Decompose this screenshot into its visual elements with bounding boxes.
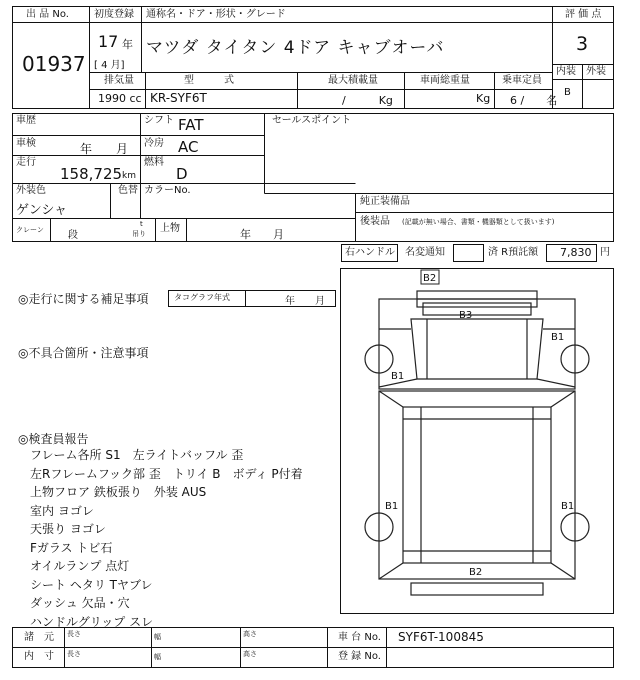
first-registration-year-unit: 年 <box>122 38 133 51</box>
recycle-deposit-unit: 円 <box>600 247 610 258</box>
inner-length-label: 長さ <box>67 650 81 658</box>
chassis-number-value: SYF6T-100845 <box>398 630 484 644</box>
shaken-label: 車検 <box>16 138 36 149</box>
inner-width-label: 幅 <box>154 653 161 661</box>
damage-mark-b1-right-rear: B1 <box>561 501 575 512</box>
shaken-value: 年 月 <box>80 142 129 156</box>
body-color-label: 外装色 <box>16 185 46 196</box>
inspector-report-line: 室内 ヨゴレ <box>30 503 94 518</box>
mileage-label: 走行 <box>16 157 36 168</box>
shift-value: FAT <box>178 116 204 134</box>
inspector-report-line: 左Rフレームフック部 歪 トリイ B ボディ P付着 <box>30 466 303 481</box>
body-color-value: ゲンシャ <box>16 203 68 218</box>
ac-label: 冷房 <box>144 138 164 149</box>
displacement-value: 1990 cc <box>98 92 142 105</box>
history-label: 車歴 <box>16 115 36 126</box>
vehicle-name: マツダ タイタン 4ドア キャブオーバ <box>146 38 445 58</box>
inspector-report-line: 天張り ヨゴレ <box>30 522 106 536</box>
driving-notes-label: ◎走行に関する補足事項 <box>18 292 149 306</box>
displacement-label: 排気量 <box>104 75 134 86</box>
aftermarket-note: (記載が無い場合、書類・機器類として扱います) <box>402 218 555 226</box>
inspector-report-line: シート ヘタリ Tヤブレ <box>30 577 153 592</box>
vehicle-diagram <box>341 269 613 613</box>
color-change-label: 色替 <box>118 185 138 196</box>
width-label: 幅 <box>154 633 161 641</box>
capacity-label: 乗車定員 <box>502 75 542 86</box>
damage-mark-b1-left-front: B1 <box>391 371 405 382</box>
recycle-deposit-label: 済 R預託額 <box>488 247 539 258</box>
damage-mark-b1-right-front: B1 <box>551 332 565 343</box>
first-registration-label: 初度登録 <box>94 9 134 20</box>
inspector-report-line: ダッシュ 欠品・穴 <box>30 596 130 610</box>
aftermarket-label: 後装品 <box>360 216 390 227</box>
tachograph-value: 年 月 <box>285 296 325 307</box>
crane-ton: t <box>140 220 143 228</box>
inspector-report-line: ハンドルグリップ スレ <box>30 614 154 629</box>
damage-mark-b2-rear: B2 <box>469 567 483 578</box>
model-value: KR-SYF6T <box>150 91 207 105</box>
registration-number-label: 登 録 No. <box>338 651 381 662</box>
gross-weight-value: Kg <box>476 92 491 105</box>
shift-label: シフト <box>144 115 174 126</box>
crane-stage: 段 <box>68 230 78 241</box>
mileage-value: 158,725 <box>60 165 123 183</box>
fuel-label: 燃料 <box>144 157 164 168</box>
grade-value: 3 <box>576 33 589 55</box>
mileage-unit: km <box>122 171 136 181</box>
inspector-report-line: フレーム各所 S1 左ライトバッフル 歪 <box>30 448 244 462</box>
ac-value: AC <box>178 138 199 156</box>
damage-mark-b2-front: B2 <box>423 273 437 284</box>
height-label: 高さ <box>243 630 257 638</box>
inner-height-label: 高さ <box>243 650 257 658</box>
defect-notes-label: ◎不具合箇所・注意事項 <box>18 346 149 360</box>
inspector-report-line: 上物フロア 鉄板張り 外装 AUS <box>30 485 207 499</box>
fuel-value: D <box>176 165 188 183</box>
crane-hang: 吊り <box>132 230 146 238</box>
steering-position: 右ハンドル <box>345 247 395 258</box>
exterior-label: 外装 <box>586 66 606 77</box>
max-load-value: / Kg <box>342 94 393 107</box>
length-label: 長さ <box>67 630 81 638</box>
recycle-deposit-amount: 7,830 <box>560 246 592 259</box>
first-registration-year: 17 <box>98 32 119 51</box>
chassis-number-label: 車 台 No. <box>338 632 381 643</box>
inspector-report-lines <box>30 446 303 631</box>
joso-value: 年 月 <box>240 228 284 241</box>
inspector-report-line: オイルランプ 点灯 <box>30 559 130 573</box>
color-code-label: カラーNo. <box>144 185 191 196</box>
tachograph-label: タコグラフ年式 <box>174 293 230 302</box>
model-label: 型 式 <box>184 75 234 86</box>
inner-dimensions-label: 内 寸 <box>24 651 54 662</box>
capacity-value: 6 / 名 <box>510 94 558 107</box>
specs-label: 諸 元 <box>24 632 54 643</box>
grade-label: 評 価 点 <box>565 9 602 20</box>
lot-number-label: 出 品 No. <box>26 9 69 20</box>
vehicle-name-label: 通称名・ドア・形状・グレード <box>146 9 286 20</box>
lot-number: 01937 <box>22 52 86 76</box>
first-registration-month: [ 4 月] <box>94 60 125 71</box>
name-change-label: 名変通知 <box>405 247 445 258</box>
max-load-label: 最大積載量 <box>328 75 378 86</box>
interior-label: 内装 <box>556 66 576 77</box>
joso-label: 上物 <box>160 223 180 234</box>
inspector-report-line: Fガラス トビ石 <box>30 540 113 555</box>
damage-mark-b3: B3 <box>459 310 473 321</box>
damage-mark-b1-left-rear: B1 <box>385 501 399 512</box>
sales-point-label: セールスポイント <box>272 115 352 126</box>
inspector-report-label: ◎検査員報告 <box>18 432 89 446</box>
gross-weight-label: 車両総重量 <box>420 75 470 86</box>
genuine-equipment-label: 純正装備品 <box>360 196 410 207</box>
crane-label: クレーン <box>16 226 44 234</box>
interior-grade: B <box>564 87 571 98</box>
